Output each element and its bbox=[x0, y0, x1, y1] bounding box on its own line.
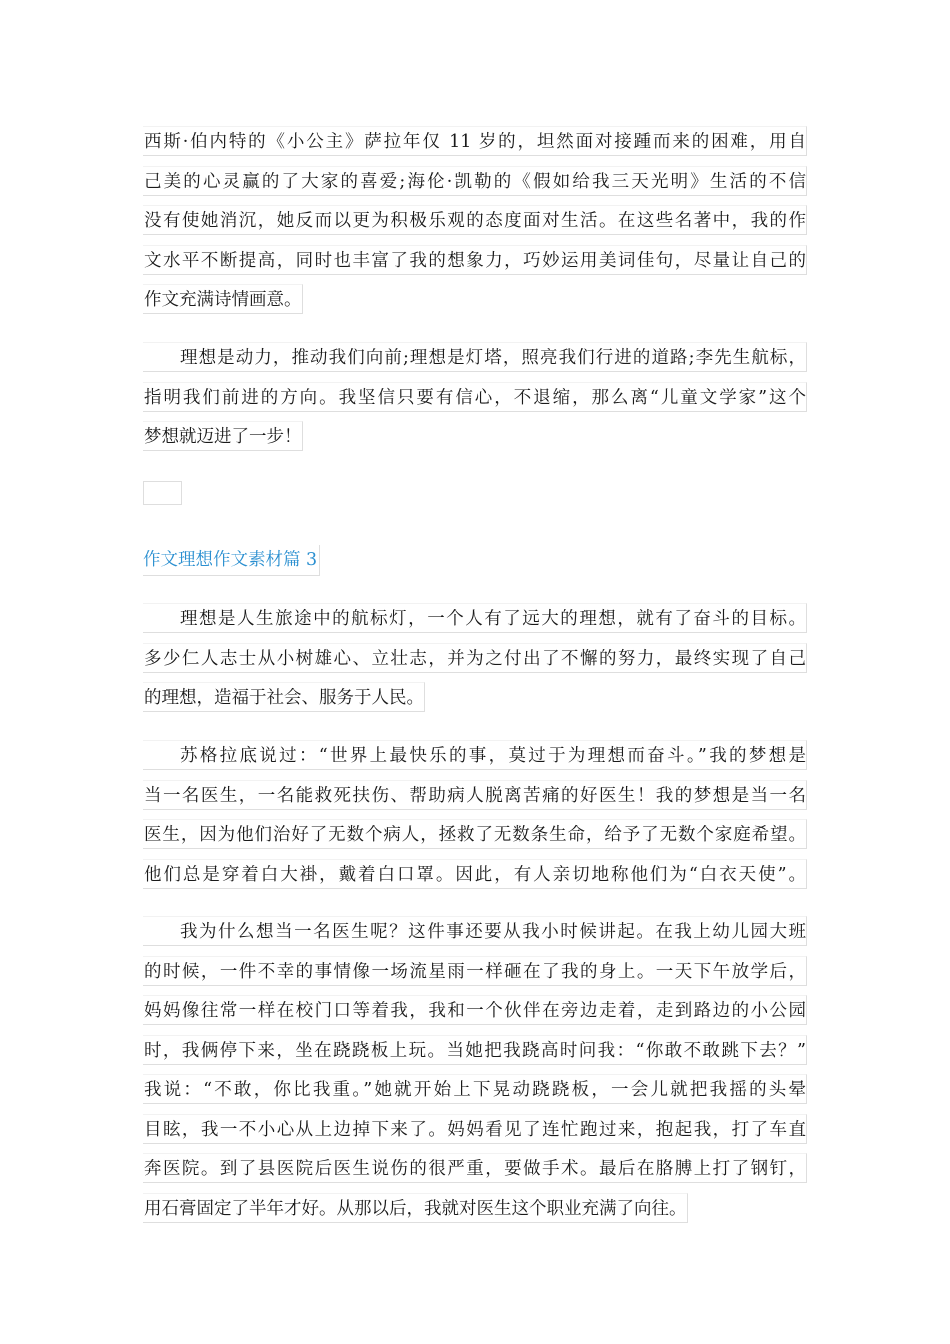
section-paragraph-1 bbox=[143, 603, 807, 726]
text-line: 妈妈像往常一样在校门口等着我，我和一个伙伴在旁边走着，走到路边的小公园 bbox=[143, 995, 807, 1025]
text-line: 苏格拉底说过：“世界上最快乐的事，莫过于为理想而奋斗。”我的梦想是 bbox=[143, 740, 807, 770]
section-paragraph-3 bbox=[143, 916, 807, 1236]
empty-text-box bbox=[143, 481, 182, 505]
text-line: 用石膏固定了半年才好。从那以后，我就对医生这个职业充满了向往。 bbox=[143, 1193, 688, 1223]
text-line: 时，我俩停下来，坐在跷跷板上玩。当她把我跷高时问我：“你敢不敢跳下去？” bbox=[143, 1035, 807, 1065]
text-line: 己美的心灵赢的了大家的喜爱;海伦·凯勒的《假如给我三天光明》生活的不信 bbox=[143, 166, 807, 196]
text-line: 作文充满诗情画意。 bbox=[143, 284, 303, 314]
text-line: 指明我们前进的方向。我坚信只要有信心，不退缩，那么离“儿童文学家”这个 bbox=[143, 382, 807, 412]
text-line: 梦想就迈进了一步！ bbox=[143, 421, 303, 451]
text-line: 奔医院。到了县医院后医生说伤的很严重，要做手术。最后在胳膊上打了钢钉， bbox=[143, 1153, 807, 1183]
text-line: 目眩，我一不小心从上边掉下来了。妈妈看见了连忙跑过来，抱起我，打了车直 bbox=[143, 1114, 807, 1144]
text-line: 西斯·伯内特的《小公主》萨拉年仅 11 岁的，坦然面对接踵而来的困难，用自 bbox=[143, 126, 807, 156]
text-line: 理想是动力，推动我们向前;理想是灯塔，照亮我们行进的道路;李先生航标， bbox=[143, 342, 807, 372]
text-line: 的时候，一件不幸的事情像一场流星雨一样砸在了我的身上。一天下午放学后， bbox=[143, 956, 807, 986]
text-line: 的理想，造福于社会、服务于人民。 bbox=[143, 682, 425, 712]
text-line: 医生，因为他们治好了无数个病人，拯救了无数条生命，给予了无数个家庭希望。 bbox=[143, 819, 807, 849]
text-line: 文水平不断提高，同时也丰富了我的想象力，巧妙运用美词佳句，尽量让自己的 bbox=[143, 245, 807, 275]
paragraph-1 bbox=[143, 126, 807, 328]
paragraph-2 bbox=[143, 342, 807, 465]
text-line: 多少仁人志士从小树雄心、立壮志，并为之付出了不懈的努力，最终实现了自己 bbox=[143, 643, 807, 673]
text-line: 理想是人生旅途中的航标灯，一个人有了远大的理想，就有了奋斗的目标。 bbox=[143, 603, 807, 633]
text-line: 我为什么想当一名医生呢？这件事还要从我小时候讲起。在我上幼儿园大班 bbox=[143, 916, 807, 946]
text-line: 我说：“不敢，你比我重。”她就开始上下晃动跷跷板，一会儿就把我摇的头晕 bbox=[143, 1074, 807, 1104]
section-heading: 作文理想作文素材篇 3 bbox=[143, 545, 320, 576]
text-line: 当一名医生，一名能救死扶伤、帮助病人脱离苦痛的好医生！我的梦想是当一名 bbox=[143, 780, 807, 810]
section-paragraph-2 bbox=[143, 740, 807, 898]
text-line: 没有使她消沉，她反而以更为积极乐观的态度面对生活。在这些名著中，我的作 bbox=[143, 205, 807, 235]
text-line: 他们总是穿着白大褂，戴着白口罩。因此，有人亲切地称他们为“白衣天使”。 bbox=[143, 859, 807, 889]
